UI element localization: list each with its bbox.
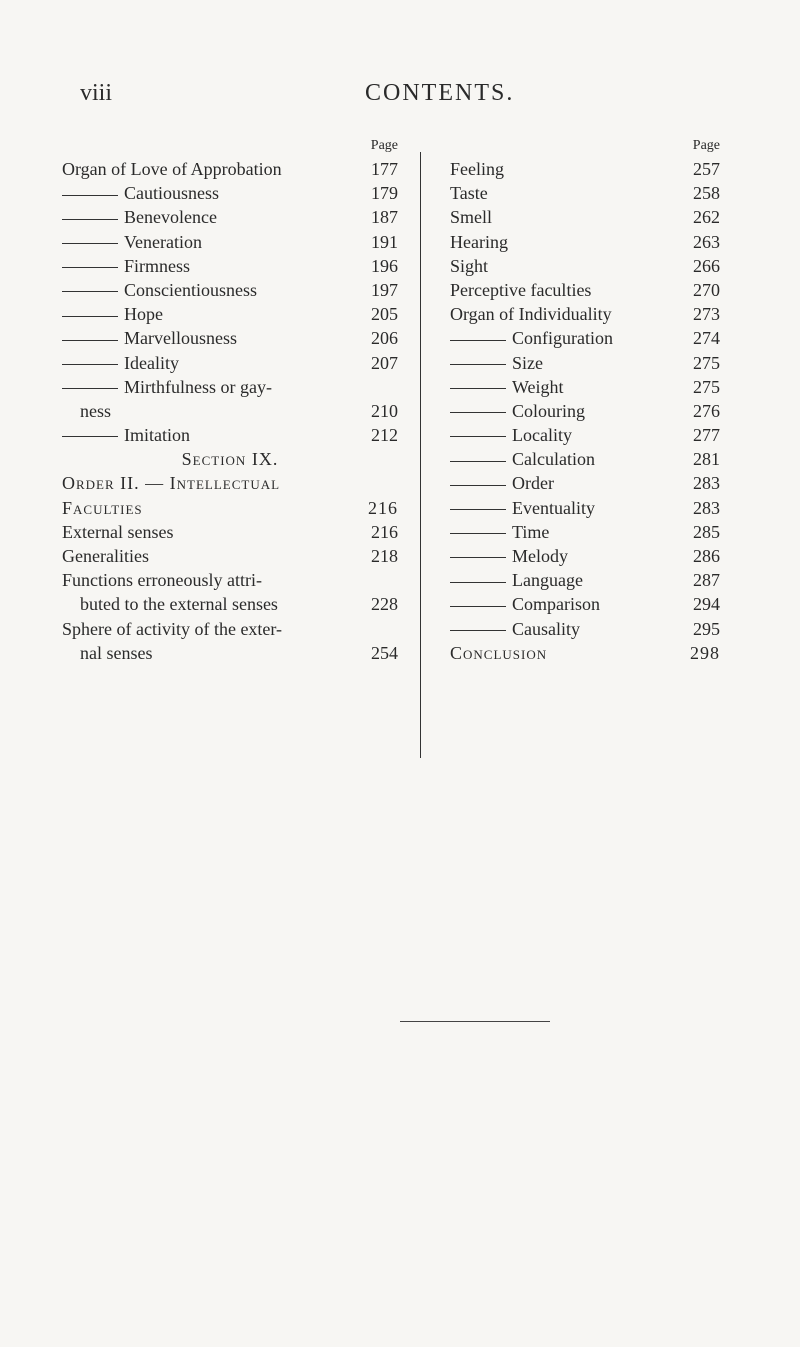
entry-page-number: 285 [693,521,720,542]
entry-title: Marvellousness [124,328,237,349]
toc-entry [62,326,398,350]
entry-page-number: 274 [693,328,720,349]
entry-title: Generalities [62,546,149,566]
entry-page-number: 187 [371,207,398,228]
toc-entry [450,592,720,616]
entry-title: Causality [512,618,580,639]
toc-entry [62,375,398,399]
entry-title: Functions erroneously attri- [62,570,262,591]
toc-entry [62,423,398,447]
entry-page-number: 207 [371,352,398,373]
ditto-dash [62,219,118,220]
toc-entry [450,205,720,229]
entry-title: Calculation [512,449,595,470]
entry-title: Taste [450,183,488,204]
toc-entry [450,254,720,278]
toc-entry [450,351,720,375]
toc-left-column [62,135,398,665]
ditto-dash [62,195,118,196]
toc-entry [450,568,720,592]
entry-page-number: 263 [693,231,720,252]
entry-page-number: 270 [693,279,720,300]
toc-entry [62,157,398,181]
toc-entry [450,496,720,520]
toc-entry [62,399,398,423]
ditto-dash [450,533,506,534]
ditto-dash [62,267,118,268]
entry-page-number: 294 [693,594,720,615]
entry-title: Eventuality [512,497,595,518]
toc-entry [450,544,720,568]
entry-title: Hope [124,304,163,325]
ditto-dash [450,388,506,389]
toc-entry [62,278,398,302]
entry-page-number: 262 [693,207,720,228]
entry-title: Benevolence [124,207,217,228]
toc-entry [62,205,398,229]
entry-page-number: 275 [693,376,720,397]
entry-page-number: 258 [693,183,720,204]
entry-page-number: 179 [371,183,398,204]
toc-entry [62,520,398,544]
entry-title: Organ of Individuality [450,304,612,325]
toc-entry [62,641,398,665]
entry-page-number: 281 [693,449,720,470]
entry-page-number: 295 [693,618,720,639]
entry-page-number: 212 [371,425,398,446]
ditto-dash [62,243,118,244]
toc-entry [62,592,398,616]
entry-page-number: 206 [371,328,398,349]
entry-title: Sphere of activity of the exter- [62,618,283,639]
entry-title: Faculties [62,497,143,518]
toc-entry [450,399,720,423]
running-title: CONTENTS. [365,80,515,106]
entry-title: Melody [512,546,568,566]
entry-title: Language [512,570,583,591]
entry-title: Hearing [450,231,508,252]
toc-entry [62,254,398,278]
ditto-dash [62,364,118,365]
entry-title: Time [512,521,550,542]
toc-entry [450,423,720,447]
toc-entry [62,496,398,520]
toc-entry [450,617,720,641]
ditto-dash [62,291,118,292]
entry-title: Conclusion [450,642,548,663]
entry-page-number: 277 [693,425,720,446]
entry-page-number: 273 [693,304,720,325]
entry-title: Feeling [450,159,504,179]
toc-entry [450,471,720,495]
ditto-dash [450,412,506,413]
ditto-dash [450,509,506,510]
toc-entry [450,181,720,205]
toc-entry [450,302,720,326]
ditto-dash [450,606,506,607]
toc-entry [62,544,398,568]
entry-page-number: 228 [371,594,398,615]
toc-entry [62,617,398,641]
entry-title: Organ of Love of Approbation [62,159,282,179]
entry-title: Order II. — Intellectual [62,473,281,494]
ditto-dash [62,340,118,341]
entry-page-number: 254 [371,642,398,663]
ditto-dash [450,340,506,341]
toc-entry [62,302,398,326]
entry-title: ness [80,400,111,421]
toc-entry [450,157,720,181]
entry-title: Comparison [512,594,600,615]
ditto-dash [62,388,118,389]
entry-title: nal senses [80,642,153,663]
toc-entry [62,568,398,592]
entry-page-number: 276 [693,400,720,421]
entry-page-number: 275 [693,352,720,373]
entry-page-number: 216 [368,497,398,518]
entry-title: Perceptive faculties [450,279,592,300]
entry-page-number: 196 [371,255,398,276]
page-header [0,80,800,116]
toc-entry [450,326,720,350]
entry-page-number: 298 [690,642,720,663]
toc-entry [450,278,720,302]
footer-rule [400,1021,550,1022]
toc-entry [450,375,720,399]
folio: viii [80,80,113,106]
toc-right-column [450,135,720,665]
ditto-dash [450,557,506,558]
ditto-dash [62,436,118,437]
entry-title: Size [512,352,543,373]
toc-entry [62,447,398,471]
entry-title: Locality [512,425,572,446]
ditto-dash [450,630,506,631]
entry-title: Sight [450,255,489,276]
entry-title: External senses [62,521,174,542]
page-column-heading: Page [370,138,398,153]
entry-title: Veneration [124,231,202,252]
entry-title: Mirthfulness or gay- [124,376,272,397]
entry-title: Colouring [512,400,586,421]
toc-entry [62,351,398,375]
ditto-dash [450,364,506,365]
ditto-dash [62,316,118,317]
toc-entry [450,520,720,544]
entry-page-number: 218 [371,546,398,566]
toc-entry [450,230,720,254]
entry-title: Smell [450,207,493,228]
entry-page-number: 205 [371,304,398,325]
ditto-dash [450,582,506,583]
entry-page-number: 177 [371,159,398,179]
entry-page-number: 191 [371,231,398,252]
entry-title: Cautiousness [124,183,220,204]
entry-title: Imitation [124,425,190,446]
entry-page-number: 197 [371,279,398,300]
toc-entry [450,641,720,665]
entry-title: Conscientiousness [124,279,257,300]
entry-title: Firmness [124,255,191,276]
toc-entry [450,447,720,471]
ditto-dash [450,436,506,437]
toc-entry [62,471,398,495]
column-divider [420,152,421,758]
toc-entry [62,230,398,254]
page-column-heading: Page [692,138,720,153]
entry-title: Ideality [124,352,179,373]
entry-page-number: 286 [693,546,720,566]
entry-title: Weight [512,376,564,397]
toc-entry [62,181,398,205]
entry-title: buted to the external senses [80,594,278,615]
entry-page-number: 283 [693,473,720,494]
entry-page-number: 266 [693,255,720,276]
entry-page-number: 210 [371,400,398,421]
entry-page-number: 283 [693,497,720,518]
entry-page-number: 287 [693,570,720,591]
entry-page-number: 216 [371,521,398,542]
entry-page-number: 257 [693,159,720,179]
ditto-dash [450,485,506,486]
entry-title: Order [512,473,554,494]
entry-title: Configuration [512,328,613,349]
entry-title: Section IX. [181,449,279,470]
ditto-dash [450,461,506,462]
